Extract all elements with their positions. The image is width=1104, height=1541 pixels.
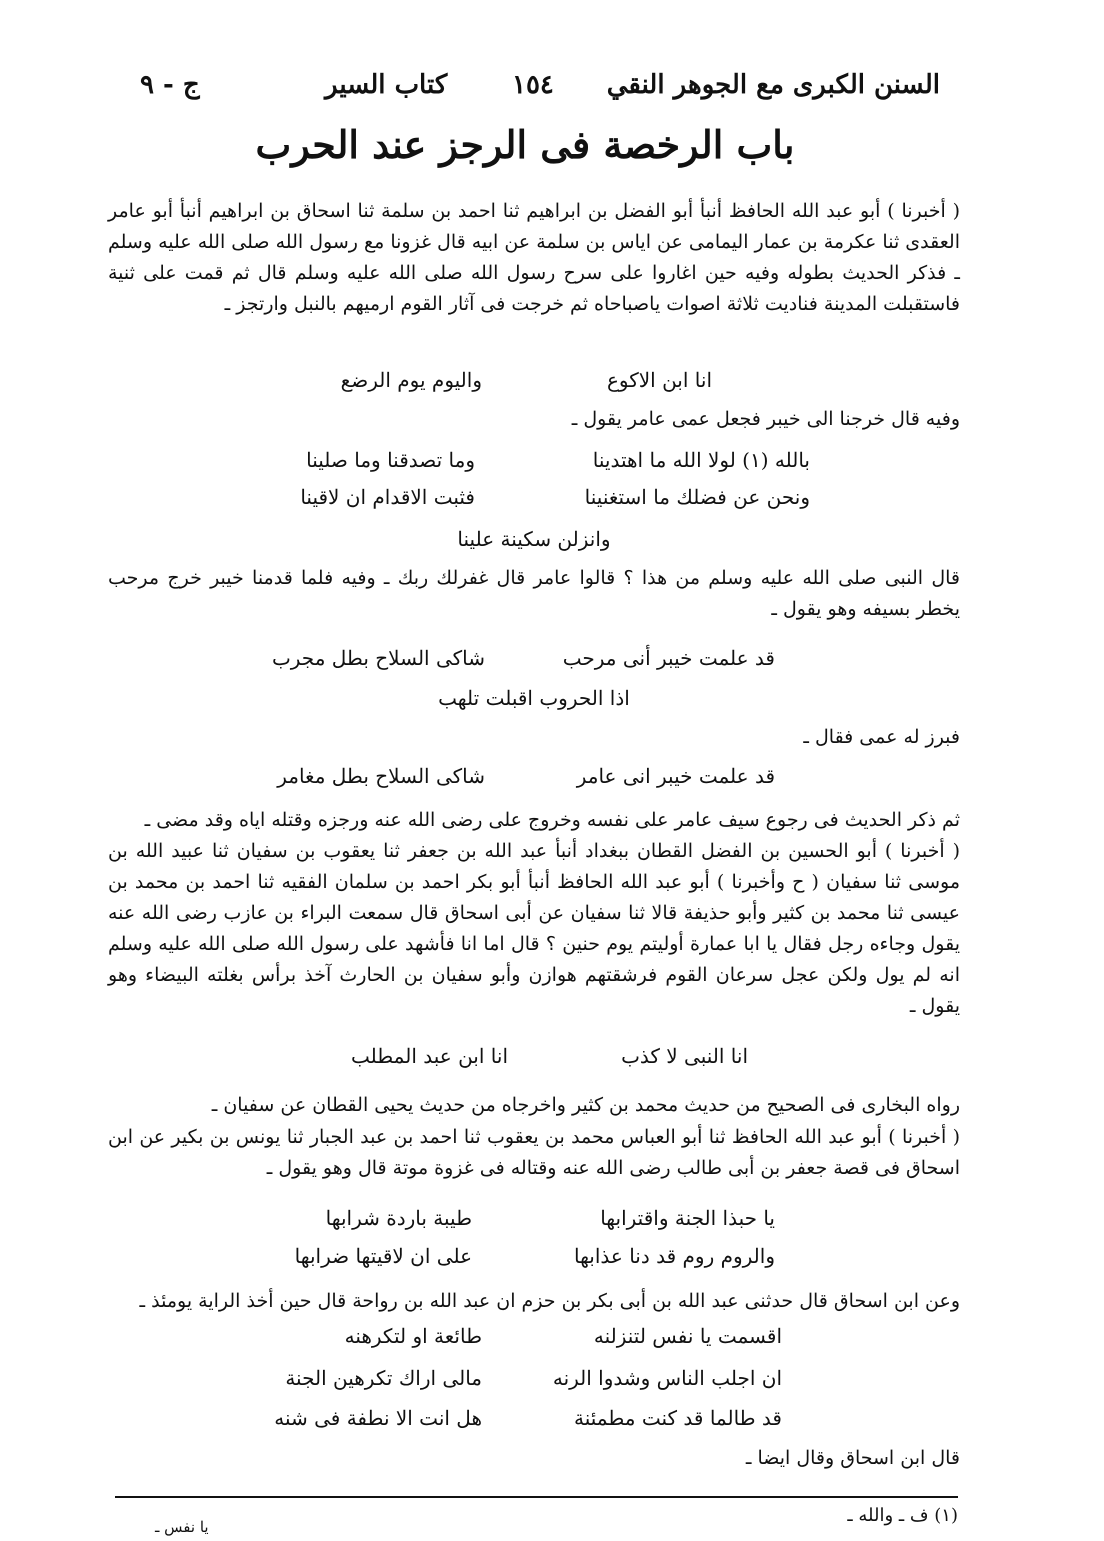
verse-hemistich: واليوم يوم الرضع xyxy=(340,368,482,392)
page-header xyxy=(110,70,940,110)
verse-line xyxy=(108,1044,960,1076)
volume-number: ج - ٩ xyxy=(140,70,200,100)
footnote-divider xyxy=(115,1496,958,1498)
verse-hemistich: ان اجلب الناس وشدوا الرنه xyxy=(552,1366,782,1390)
verse-hemistich: شاكى السلاح بطل مغامر xyxy=(277,764,485,788)
verse-hemistich: على ان لاقيتها ضرابها xyxy=(294,1244,472,1268)
verse-hemistich: بالله (١) لولا الله ما اهتدينا xyxy=(592,448,810,472)
verse-hemistich: اقسمت يا نفس لتنزلنه xyxy=(593,1324,782,1348)
paragraph: فبرز له عمى فقال ـ xyxy=(803,726,960,748)
verse-line xyxy=(108,527,960,559)
verse-hemistich: اذا الحروب اقبلت تلهب xyxy=(438,686,630,710)
verse-hemistich: والروم روم قد دنا عذابها xyxy=(573,1244,775,1268)
verse-hemistich: قد طالما قد كنت مطمئنة xyxy=(574,1406,782,1430)
verse-hemistich: ونحن عن فضلك ما استغنينا xyxy=(584,485,810,509)
verse-hemistich: انا النبى لا كذب xyxy=(621,1044,748,1068)
verse-line xyxy=(108,1406,960,1438)
verse-line xyxy=(108,1244,960,1276)
paragraph: ( أخبرنا ) أبو عبد الله الحافظ ثنا أبو العباس محمد بن يعقوب ثنا احمد بن عبد الجبار ثنا يونس بن بكير عن ابن اسحاق فى قصة جعفر بن أبى طالب رضى الله عنه وقتاله فى غزوة موتة قال وهو يقول ـ xyxy=(108,1126,960,1179)
verse-line xyxy=(108,646,960,678)
page-number: ١٥٤ xyxy=(512,70,554,100)
verse-line xyxy=(108,764,960,796)
footnote: (١) ف ـ والله ـ xyxy=(847,1505,958,1526)
verse-hemistich: قد علمت خيبر أنى مرحب xyxy=(562,646,775,670)
book-title: السنن الكبرى مع الجوهر النقي xyxy=(606,70,940,100)
verse-hemistich: فثبت الاقدام ان لاقينا xyxy=(300,485,475,509)
verse-hemistich: وانزلن سكينة علينا xyxy=(457,527,611,551)
verse-hemistich: انا ابن الاكوع xyxy=(606,368,712,392)
paragraph: قال النبى صلى الله عليه وسلم من هذا ؟ قالوا عامر قال غفرلك ربك ـ وفيه فلما قدمنا خيبر خرج مرحب يخطر بسيفه وهو يقول ـ xyxy=(108,567,960,620)
section-name: كتاب السير xyxy=(325,70,448,100)
verse-hemistich: مالى اراك تكرهين الجنة xyxy=(285,1366,482,1390)
verse-hemistich: يا حبذا الجنة واقترابها xyxy=(600,1206,775,1230)
verse-line xyxy=(108,1366,960,1398)
chapter-title: باب الرخصة فى الرجز عند الحرب xyxy=(255,122,795,167)
footnote-marginal-text: يا نفس ـ xyxy=(155,1518,209,1536)
verse-hemistich: شاكى السلاح بطل مجرب xyxy=(271,646,485,670)
paragraph: وفيه قال خرجنا الى خيبر فجعل عمى عامر يقول ـ xyxy=(571,408,960,430)
verse-line xyxy=(108,368,960,400)
paragraph: ثم ذكر الحديث فى رجوع سيف عامر على نفسه وخروج على رضى الله عنه ورجزه وقتله اياه وقد مضى ـ xyxy=(144,809,960,831)
verse-hemistich: طيبة باردة شرابها xyxy=(325,1206,472,1230)
verse-line xyxy=(108,686,960,718)
verse-line xyxy=(108,485,960,517)
verse-hemistich: انا ابن عبد المطلب xyxy=(351,1044,508,1068)
verse-line xyxy=(108,1324,960,1356)
verse-line xyxy=(108,448,960,480)
paragraph: وعن ابن اسحاق قال حدثنى عبد الله بن أبى بكر بن حزم ان عبد الله بن رواحة قال حين أخذ الراية يومئذ ـ xyxy=(139,1290,960,1312)
verse-hemistich: قد علمت خيبر انى عامر xyxy=(576,764,775,788)
verse-hemistich: هل انت الا نطفة فى شنه xyxy=(274,1406,482,1430)
verse-line xyxy=(108,1206,960,1238)
verse-hemistich: وما تصدقنا وما صلينا xyxy=(306,448,475,472)
paragraph: قال ابن اسحاق وقال ايضا ـ xyxy=(745,1447,960,1469)
paragraph: ( أخبرنا ) أبو الحسين بن الفضل القطان ببغداد أنبأ عبد الله بن جعفر ثنا يعقوب بن سفيان ثنا عبيد الله بن موسى ثنا سفيان ( ح وأخبرنا ) أبو عبد الله الحافظ أنبأ أبو بكر احمد بن سلمان الفقيه ثنا احمد بن محمد بن عيسى ثنا محمد بن كثير وأبو حذيفة قالا ثنا سفيان عن أبى اسحاق قال سمعت البراء بن عازب رضى الله عنه يقول وجاءه رجل فقال يا ابا عمارة أوليتم يوم حنين ؟ قال اما انا فأشهد على رسول الله صلى الله عليه وسلم انه لم يول ولكن عجل سرعان القوم فرشقتهم هوازن وأبو سفيان بن الحارث آخذ برأس بغلته البيضاء وهو يقول ـ xyxy=(108,840,960,1017)
paragraph: رواه البخارى فى الصحيح من حديث محمد بن كثير واخرجاه من حديث يحيى القطان عن سفيان ـ xyxy=(211,1094,960,1116)
paragraph: ( أخبرنا ) أبو عبد الله الحافظ أنبأ أبو الفضل بن ابراهيم ثنا احمد بن سلمة ثنا اسحاق بن ابراهيم أنبأ أبو عامر العقدى ثنا عكرمة بن عمار اليمامى عن اياس بن سلمة عن ابيه قال غزونا مع رسول الله صلى الله عليه وسلم ـ فذكر الحديث بطوله وفيه حين اغاروا على سرح رسول الله صلى الله عليه وسلم قال ثم قمت على ثنية فاستقبلت المدينة فناديت ثلاثة اصوات ياصباحاه ثم خرجت فى آثار القوم ارميهم بالنبل وارتجز ـ xyxy=(108,200,960,315)
verse-hemistich: طائعة او لتكرهنه xyxy=(344,1324,482,1348)
